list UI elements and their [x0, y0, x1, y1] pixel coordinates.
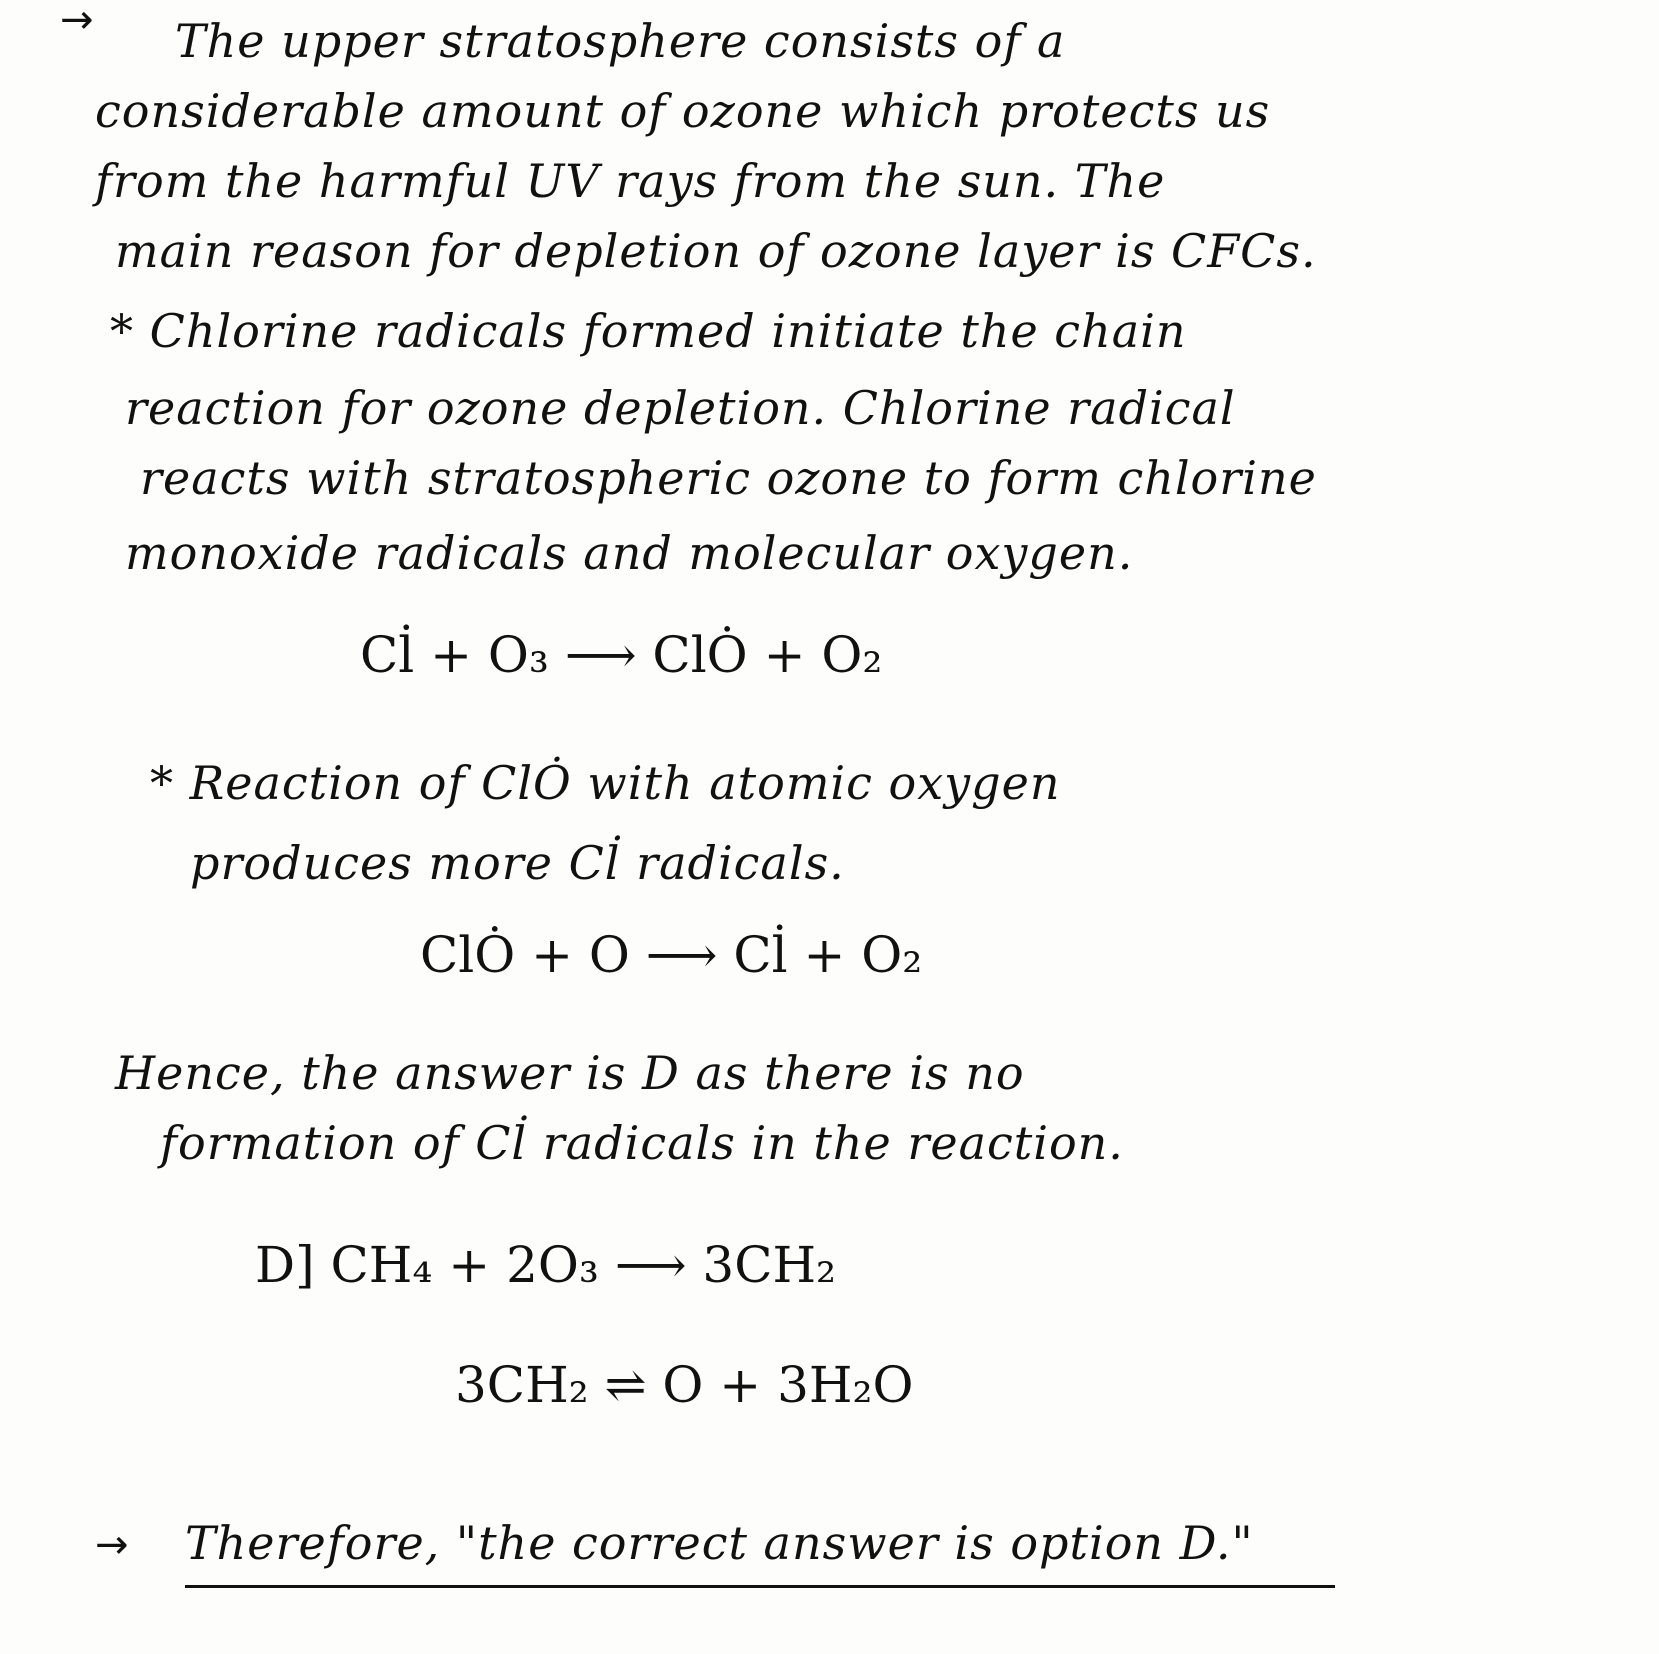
paragraph-3-line-1: * Reaction of ClȮ with atomic oxygen — [150, 756, 1061, 810]
equation-2: ClȮ + O ⟶ Cl̇ + O₂ — [420, 926, 923, 984]
equation-4: 3CH₂ ⇌ O + 3H₂O — [455, 1356, 914, 1414]
paragraph-1-line-1: The upper stratosphere consists of a — [175, 14, 1066, 68]
conclusion-text: Therefore, "the correct answer is option D." — [185, 1516, 1254, 1570]
paragraph-1-line-4: main reason for depletion of ozone layer is CFCs. — [115, 224, 1317, 278]
paragraph-3-line-2: produces more Cl̇ radicals. — [190, 836, 845, 890]
paragraph-4-line-2: formation of Cl̇ radicals in the reaction. — [160, 1116, 1124, 1170]
paragraph-1-line-2: considerable amount of ozone which protects us — [95, 84, 1271, 138]
paragraph-2-line-2: reaction for ozone depletion. Chlorine radical — [125, 381, 1236, 435]
equation-1: Cl̇ + O₃ ⟶ ClȮ + O₂ — [360, 626, 883, 684]
paragraph-4-line-1: Hence, the answer is D as there is no — [115, 1046, 1025, 1100]
equation-3: D] CH₄ + 2O₃ ⟶ 3CH₂ — [255, 1236, 837, 1294]
arrow-icon: → — [60, 0, 94, 43]
paragraph-2-line-4: monoxide radicals and molecular oxygen. — [125, 526, 1134, 580]
paragraph-1-line-3: from the harmful UV rays from the sun. The — [95, 154, 1166, 208]
conclusion-underline — [185, 1585, 1335, 1588]
paragraph-2-line-3: reacts with stratospheric ozone to form chlorine — [140, 451, 1317, 505]
paragraph-2-line-1: * Chlorine radicals formed initiate the chain — [110, 304, 1187, 358]
arrow-icon: → — [95, 1522, 129, 1568]
